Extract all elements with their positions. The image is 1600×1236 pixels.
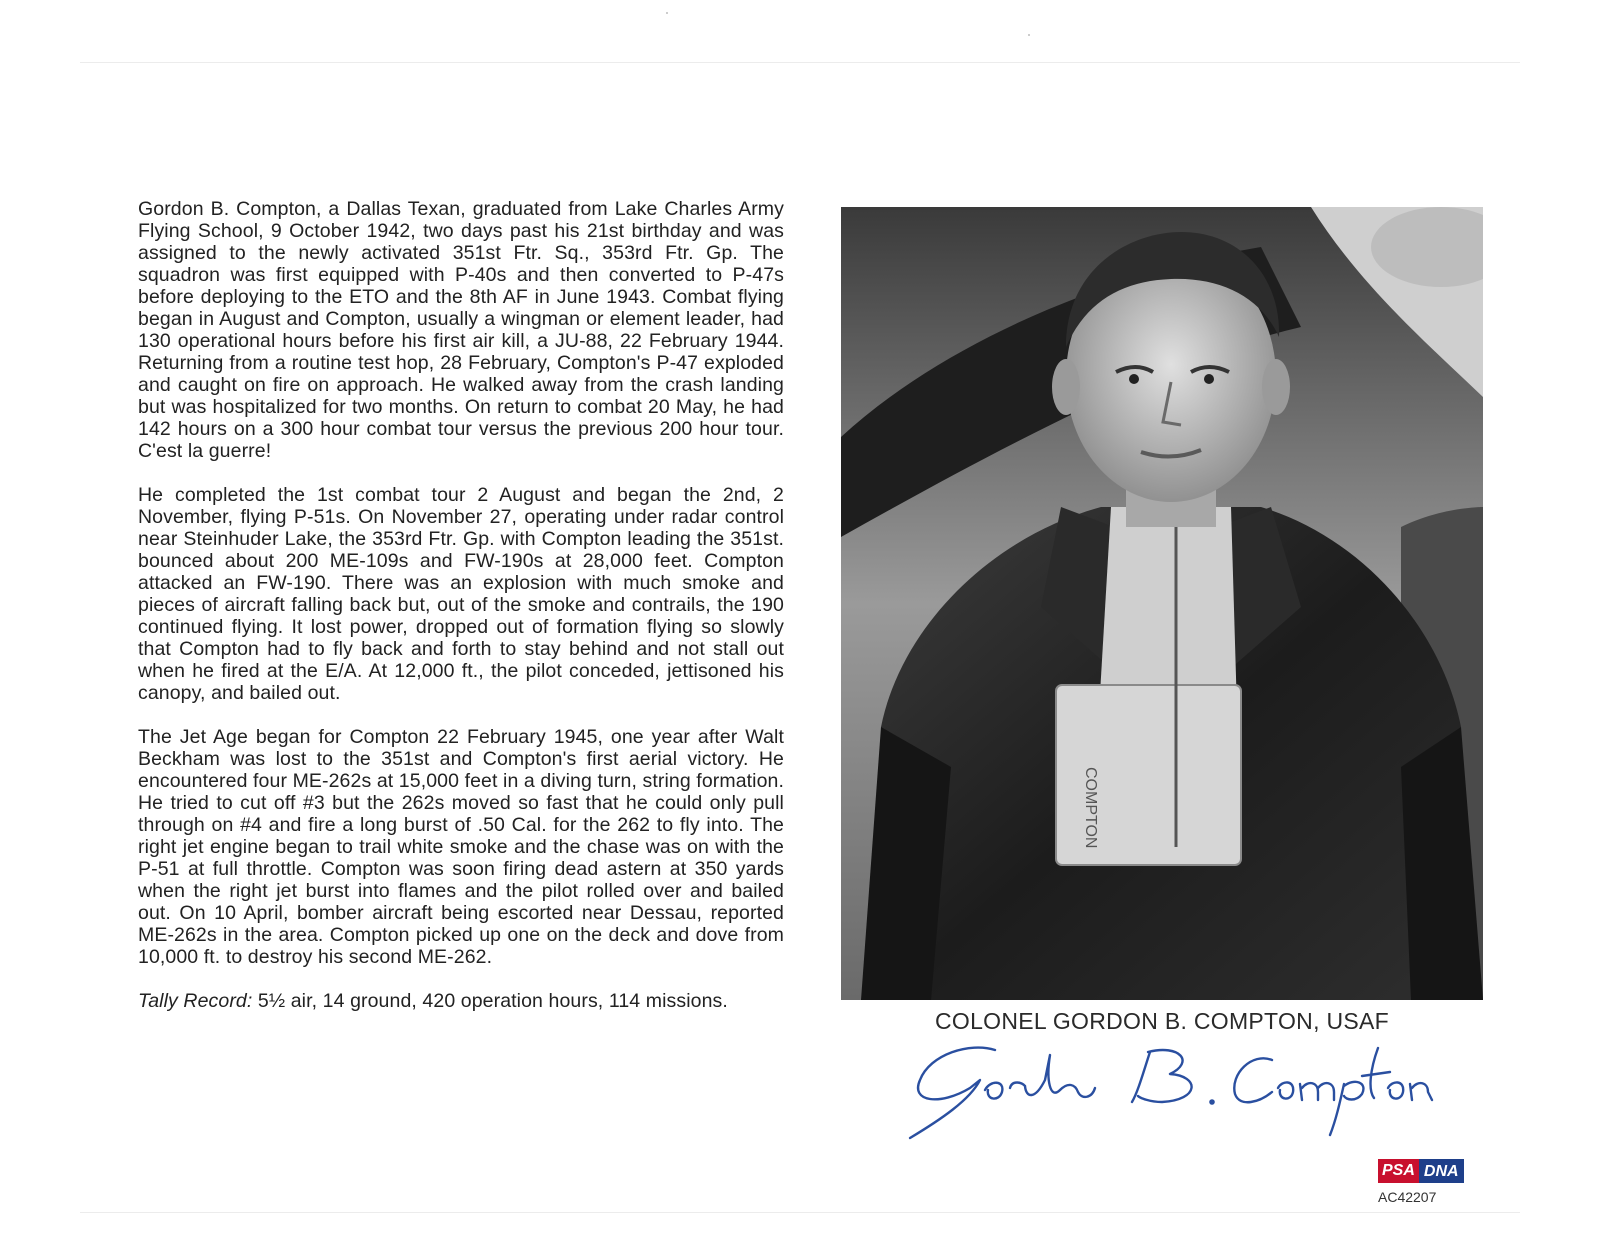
speck bbox=[666, 12, 668, 14]
dna-logo-mark: DNA bbox=[1419, 1159, 1464, 1183]
photo-caption: COLONEL GORDON B. COMPTON, USAF bbox=[934, 1008, 1390, 1034]
tally-record bbox=[138, 990, 784, 1012]
signature-drawing bbox=[900, 1040, 1440, 1140]
pilot-portrait-photo bbox=[841, 207, 1483, 1000]
paragraph-early-career: Gordon B. Compton, a Dallas Texan, graduated from Lake Charles Army Flying School, 9 October 1942, two days past his 21st birthday and was assigned to the newly activated 351st Ftr. Sq., 353rd Ftr. Gp. The squadron was first equipped with P-40s and then converted to P-47s before deploying to the ETO and the 8th AF in June 1943. Combat flying began in August and Compton, usually a wingman or element leader, had 130 operational hours before his first air kill, a JU-88, 22 February 1944. Returning from a routine test hop, 28 February, Compton's P-47 exploded and caught on fire on approach. He walked away from the crash landing but was hospitalized for two months. On return to combat 20 May, he had 142 hours on a 300 hour combat tour versus the previous 200 hour tour. C'est la guerre! bbox=[138, 198, 784, 462]
autograph-signature bbox=[900, 1040, 1440, 1140]
vest-patch-text: COMPTON bbox=[1082, 767, 1099, 849]
tally-text: 5½ air, 14 ground, 420 operation hours, 114 missions. bbox=[252, 990, 728, 1012]
psa-logo-mark: PSA bbox=[1378, 1159, 1419, 1183]
psa-dna-logo bbox=[1378, 1159, 1468, 1183]
top-rule bbox=[80, 62, 1520, 63]
certificate-number: AC42207 bbox=[1378, 1189, 1437, 1205]
biography-text bbox=[138, 198, 784, 1034]
speck bbox=[1028, 34, 1030, 36]
paragraph-jet-age: The Jet Age began for Compton 22 February 1945, one year after Walt Beckham was lost to the 351st and Compton's first aerial victory. He encountered four ME-262s at 15,000 feet in a diving turn, string formation. He tried to cut off #3 but the 262s moved so fast that he could only pull through on #4 and fire a long burst of .50 Cal. for the 262 to fly into. The right jet engine began to trail white smoke and the chase was on with the P-51 at full throttle. Compton was soon firing dead astern at 350 yards when the right jet burst into flames and the pilot rolled over and bailed out. On 10 April, bomber aircraft being escorted near Dessau, reported ME-262s in the area. Compton picked up one on the deck and dove from 10,000 ft. to destroy his second ME-262. bbox=[138, 726, 784, 968]
bottom-rule bbox=[80, 1212, 1520, 1213]
tally-label: Tally Record: bbox=[138, 990, 253, 1012]
paragraph-second-tour: He completed the 1st combat tour 2 August and began the 2nd, 2 November, flying P-51s. On November 27, operating under radar control near Steinhuder Lake, the 353rd Ftr. Gp. with Compton leading the 351st. bounced about 200 ME-109s and FW-190s at 28,000 feet. Compton attacked an FW-190. There was an explosion with much smoke and pieces of aircraft falling back but, out of the smoke and contrails, the 190 continued flying. It lost power, dropped out of formation flying so slowly that Compton had to fly back and forth to stay behind and not stall out when he fired at the E/A. At 12,000 ft., the pilot conceded, jettisoned his canopy, and bailed out. bbox=[138, 484, 784, 704]
portrait-drawing bbox=[841, 207, 1483, 1000]
